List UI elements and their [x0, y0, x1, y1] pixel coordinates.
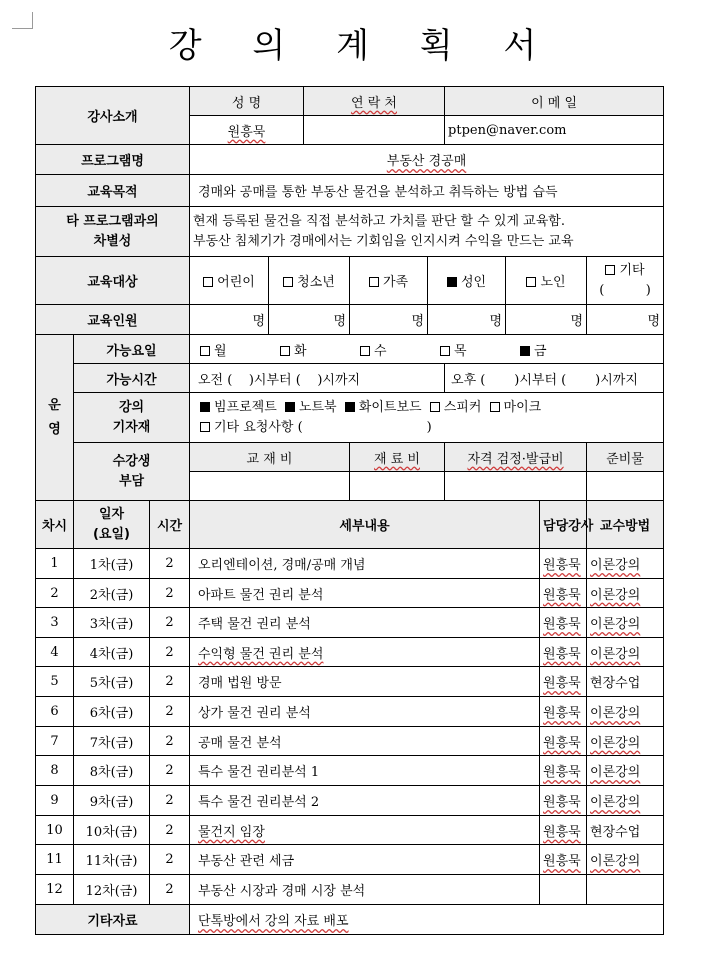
row-method: 이론강의	[587, 727, 664, 756]
row-teacher: 원흥묵	[540, 756, 587, 786]
table-row	[36, 756, 664, 786]
row-date: 1차(금)	[74, 549, 150, 579]
row-no: 3	[36, 608, 74, 638]
burden-header-certification: 자격 검정·발급비	[445, 443, 587, 472]
row-hours: 2	[150, 608, 190, 638]
schedule-header-hours: 시간	[150, 501, 190, 549]
extra-value: 단톡방에서 강의 자료 배포	[190, 905, 664, 935]
burden-value-certification	[445, 472, 587, 501]
headcount-cell: 명	[350, 305, 428, 335]
target-option-adult: 성인	[428, 257, 506, 305]
row-method: 이론강의	[587, 638, 664, 667]
row-method	[587, 875, 664, 905]
row-date: 9차(금)	[74, 786, 150, 816]
headcount-cell: 명	[587, 305, 664, 335]
row-date: 4차(금)	[74, 638, 150, 667]
contact-header: 연 락 처	[304, 87, 445, 116]
row-no: 7	[36, 727, 74, 756]
row-content: 부동산 시장과 경매 시장 분석	[190, 875, 540, 905]
headcount-cell: 명	[506, 305, 587, 335]
checkbox-icon	[360, 346, 370, 356]
equipment-label: 강의 기자재	[74, 393, 190, 443]
row-content: 공매 물건 분석	[190, 727, 540, 756]
burden-header-material: 재 료 비	[350, 443, 445, 472]
row-hours: 2	[150, 756, 190, 786]
table-row	[36, 549, 664, 579]
lecture-plan-table	[35, 86, 664, 935]
row-method: 이론강의	[587, 845, 664, 875]
row-method: 이론강의	[587, 549, 664, 579]
target-option-other: 기타 ( )	[587, 257, 664, 305]
row-no: 10	[36, 816, 74, 845]
table-row	[36, 786, 664, 816]
row-date: 10차(금)	[74, 816, 150, 845]
row-hours: 2	[150, 667, 190, 697]
instructor-label: 강사소개	[36, 87, 190, 145]
headcount-cell: 명	[428, 305, 506, 335]
instructor-contact	[304, 116, 445, 145]
table-row	[36, 875, 664, 905]
row-method: 이론강의	[587, 786, 664, 816]
target-option-senior: 노인	[506, 257, 587, 305]
row-method: 이론강의	[587, 608, 664, 638]
row-content: 수익형 물건 권리 분석	[190, 638, 540, 667]
difference-value: 현재 등록된 물건을 직접 분석하고 가치를 판단 할 수 있게 교육함. 부동산 침체기가 경매에서는 기회임을 인지시켜 수익을 만드는 교육	[190, 207, 664, 257]
burden-header-supplies: 준비물	[587, 443, 664, 472]
time-am: 오전 ( )시부터 ( )시까지	[190, 364, 445, 393]
burden-label: 수강생 부담	[74, 443, 190, 501]
checkbox-checked-icon	[447, 277, 457, 287]
schedule-header-date: 일자 (요일)	[74, 501, 150, 549]
checkbox-checked-icon	[520, 346, 530, 356]
instructor-name: 원흥묵	[190, 116, 304, 145]
row-date: 7차(금)	[74, 727, 150, 756]
row-method: 현장수업	[587, 816, 664, 845]
row-no: 9	[36, 786, 74, 816]
table-row	[36, 667, 664, 697]
row-hours: 2	[150, 549, 190, 579]
headcount-cell: 명	[190, 305, 269, 335]
checkbox-icon	[369, 277, 379, 287]
row-no: 12	[36, 875, 74, 905]
target-option-child: 어린이	[190, 257, 269, 305]
row-no: 6	[36, 697, 74, 727]
burden-value-material	[350, 472, 445, 501]
table-row	[36, 727, 664, 756]
row-content: 주택 물건 권리 분석	[190, 608, 540, 638]
checkbox-icon	[490, 402, 500, 412]
row-date: 8차(금)	[74, 756, 150, 786]
schedule-header-method: 교수방법	[587, 501, 664, 549]
table-row	[36, 697, 664, 727]
row-teacher: 원흥묵	[540, 697, 587, 727]
row-teacher: 원흥묵	[540, 638, 587, 667]
headcount-cell: 명	[269, 305, 350, 335]
schedule-header-teacher: 담당강사	[540, 501, 587, 549]
extra-label: 기타자료	[36, 905, 190, 935]
row-hours: 2	[150, 579, 190, 608]
table-row	[36, 638, 664, 667]
operation-label: 운 영	[36, 335, 74, 501]
row-content: 부동산 관련 세금	[190, 845, 540, 875]
target-option-youth: 청소년	[269, 257, 350, 305]
instructor-email: ptpen@naver.com	[445, 116, 664, 145]
row-date: 12차(금)	[74, 875, 150, 905]
row-teacher: 원흥묵	[540, 845, 587, 875]
checkbox-checked-icon	[200, 402, 210, 412]
row-teacher: 원흥묵	[540, 579, 587, 608]
row-no: 4	[36, 638, 74, 667]
row-method: 현장수업	[587, 667, 664, 697]
row-date: 2차(금)	[74, 579, 150, 608]
row-date: 5차(금)	[74, 667, 150, 697]
checkbox-checked-icon	[345, 402, 355, 412]
burden-value-textbook	[190, 472, 350, 501]
row-hours: 2	[150, 727, 190, 756]
row-date: 6차(금)	[74, 697, 150, 727]
burden-header-textbook: 교 재 비	[190, 443, 350, 472]
row-hours: 2	[150, 845, 190, 875]
page-title: 강 의 계 획 서	[168, 26, 557, 66]
row-hours: 2	[150, 816, 190, 845]
checkbox-icon	[200, 346, 210, 356]
row-content: 상가 물건 권리 분석	[190, 697, 540, 727]
row-hours: 2	[150, 697, 190, 727]
checkbox-icon	[430, 402, 440, 412]
checkbox-icon	[280, 346, 290, 356]
table-row	[36, 845, 664, 875]
checkbox-icon	[203, 277, 213, 287]
row-method: 이론강의	[587, 697, 664, 727]
row-no: 8	[36, 756, 74, 786]
name-header: 성 명	[190, 87, 304, 116]
days-label: 가능요일	[74, 335, 190, 364]
email-header: 이 메 일	[445, 87, 664, 116]
row-hours: 2	[150, 638, 190, 667]
row-content: 물건지 임장	[190, 816, 540, 845]
difference-label: 타 프로그램과의 차별성	[36, 207, 190, 257]
row-content: 특수 물건 권리분석 2	[190, 786, 540, 816]
row-teacher: 원흥묵	[540, 549, 587, 579]
row-no: 1	[36, 549, 74, 579]
row-no: 5	[36, 667, 74, 697]
program-value: 부동산 경공매	[190, 145, 664, 175]
target-label: 교육대상	[36, 257, 190, 305]
goal-label: 교육목적	[36, 175, 190, 207]
equipment-options: 빔프로젝트 노트북 화이트보드 스피커 마이크 기타 요청사항 ( )	[190, 393, 664, 443]
target-option-family: 가족	[350, 257, 428, 305]
table-row	[36, 608, 664, 638]
program-label: 프로그램명	[36, 145, 190, 175]
goal-value: 경매와 공매를 통한 부동산 물건을 분석하고 취득하는 방법 습득	[190, 175, 664, 207]
schedule-header-no: 차시	[36, 501, 74, 549]
schedule-header-content: 세부내용	[190, 501, 540, 549]
row-teacher	[540, 875, 587, 905]
row-method: 이론강의	[587, 579, 664, 608]
row-teacher: 원흥묵	[540, 727, 587, 756]
checkbox-checked-icon	[285, 402, 295, 412]
checkbox-icon	[605, 265, 615, 275]
table-row	[36, 816, 664, 845]
row-content: 특수 물건 권리분석 1	[190, 756, 540, 786]
time-pm: 오후 ( )시부터 ( )시까지	[445, 364, 664, 393]
checkbox-icon	[526, 277, 536, 287]
checkbox-icon	[283, 277, 293, 287]
burden-value-supplies	[587, 472, 664, 501]
row-date: 3차(금)	[74, 608, 150, 638]
days-options: 월 화 수 목 금	[190, 335, 664, 364]
row-hours: 2	[150, 786, 190, 816]
checkbox-icon	[440, 346, 450, 356]
row-date: 11차(금)	[74, 845, 150, 875]
row-content: 오리엔테이션, 경매/공매 개념	[190, 549, 540, 579]
row-method: 이론강의	[587, 756, 664, 786]
time-label: 가능시간	[74, 364, 190, 393]
row-teacher: 원흥묵	[540, 816, 587, 845]
row-content: 아파트 물건 권리 분석	[190, 579, 540, 608]
checkbox-icon	[200, 422, 210, 432]
row-hours: 2	[150, 875, 190, 905]
headcount-label: 교육인원	[36, 305, 190, 335]
row-teacher: 원흥묵	[540, 786, 587, 816]
row-content: 경매 법원 방문	[190, 667, 540, 697]
row-no: 11	[36, 845, 74, 875]
row-teacher: 원흥묵	[540, 608, 587, 638]
row-teacher: 원흥묵	[540, 667, 587, 697]
table-row	[36, 579, 664, 608]
row-no: 2	[36, 579, 74, 608]
